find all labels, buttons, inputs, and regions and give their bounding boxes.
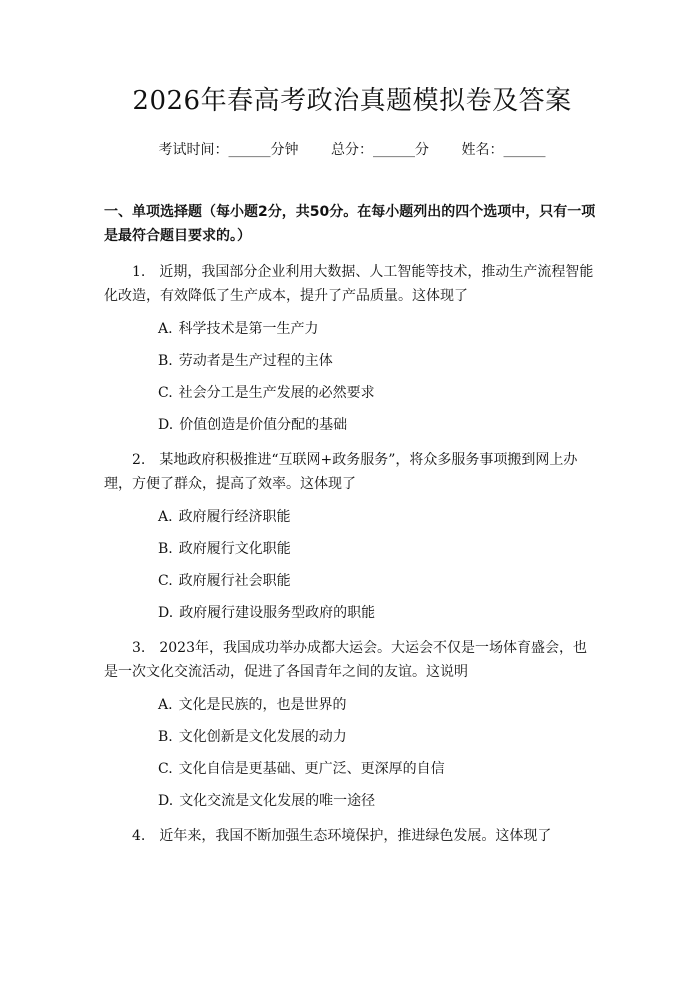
option-d: [158, 602, 600, 624]
student-name-field: 姓名：______: [461, 142, 546, 158]
option-b: [158, 726, 600, 748]
option-letter: C.: [158, 385, 173, 401]
question-2: [104, 448, 600, 624]
question-stem: [104, 260, 600, 308]
option-c: [158, 758, 600, 780]
option-letter: C.: [158, 761, 173, 777]
question-text: 某地政府积极推进“互联网+政务服务”，将众多服务事项搬到网上办理，方便了群众，提高了效率。这体现了: [104, 452, 578, 492]
option-letter: B.: [158, 729, 173, 745]
option-letter: B.: [158, 353, 173, 369]
option-c: [158, 570, 600, 592]
option-text: 价值创造是价值分配的基础: [179, 417, 348, 433]
question-text: 2023年，我国成功举办成都大运会。大运会不仅是一场体育盛会，也是一次文化交流活动，促进了各国青年之间的友谊。这说明: [104, 640, 587, 680]
option-text: 劳动者是生产过程的主体: [178, 353, 333, 369]
question-number: 1.: [132, 264, 146, 280]
question-number: 3.: [132, 640, 146, 656]
option-text: 政府履行文化职能: [178, 541, 291, 557]
option-text: 政府履行建设服务型政府的职能: [179, 605, 376, 621]
question-stem: [104, 824, 600, 848]
option-text: 文化创新是文化发展的动力: [178, 729, 347, 745]
option-d: [158, 414, 600, 436]
option-text: 科学技术是第一生产力: [178, 321, 319, 337]
option-a: [158, 506, 600, 528]
option-letter: C.: [158, 573, 173, 589]
option-letter: A.: [158, 697, 173, 713]
option-letter: A.: [158, 321, 173, 337]
question-text: 近年来，我国不断加强生态环境保护，推进绿色发展。这体现了: [159, 828, 552, 844]
option-text: 文化交流是文化发展的唯一途径: [179, 793, 376, 809]
question-number: 2.: [132, 452, 146, 468]
exam-page: [0, 84, 700, 989]
total-score-field: 总分：______分: [331, 142, 429, 158]
question-number: 4.: [132, 828, 146, 844]
option-c: [158, 382, 600, 404]
option-b: [158, 350, 600, 372]
question-stem: [104, 636, 600, 684]
option-letter: D.: [158, 793, 174, 809]
exam-time-field: 考试时间：______分钟: [158, 142, 299, 158]
option-text: 文化是民族的，也是世界的: [178, 697, 347, 713]
option-letter: B.: [158, 541, 173, 557]
option-letter: D.: [158, 605, 174, 621]
option-letter: D.: [158, 417, 174, 433]
option-text: 政府履行社会职能: [178, 573, 291, 589]
question-text: 近期，我国部分企业利用大数据、人工智能等技术，推动生产流程智能化改造，有效降低了生产成本，提升了产品质量。这体现了: [104, 264, 594, 304]
option-d: [158, 790, 600, 812]
option-letter: A.: [158, 509, 173, 525]
option-text: 政府履行经济职能: [178, 509, 291, 525]
exam-meta: [104, 140, 600, 160]
option-a: [158, 694, 600, 716]
question-stem: [104, 448, 600, 496]
page-title: 2026年春高考政治真题模拟卷及答案: [132, 86, 572, 116]
option-text: 社会分工是生产发展的必然要求: [178, 385, 375, 401]
option-text: 文化自信是更基础、更广泛、更深厚的自信: [178, 761, 445, 777]
section-heading: 一、单项选择题（每小题2分，共50分。在每小题列出的四个选项中，只有一项是最符合题目要求的。）: [104, 204, 596, 244]
question-1: [104, 260, 600, 436]
option-a: [158, 318, 600, 340]
option-b: [158, 538, 600, 560]
question-4: [104, 824, 600, 848]
question-3: [104, 636, 600, 812]
